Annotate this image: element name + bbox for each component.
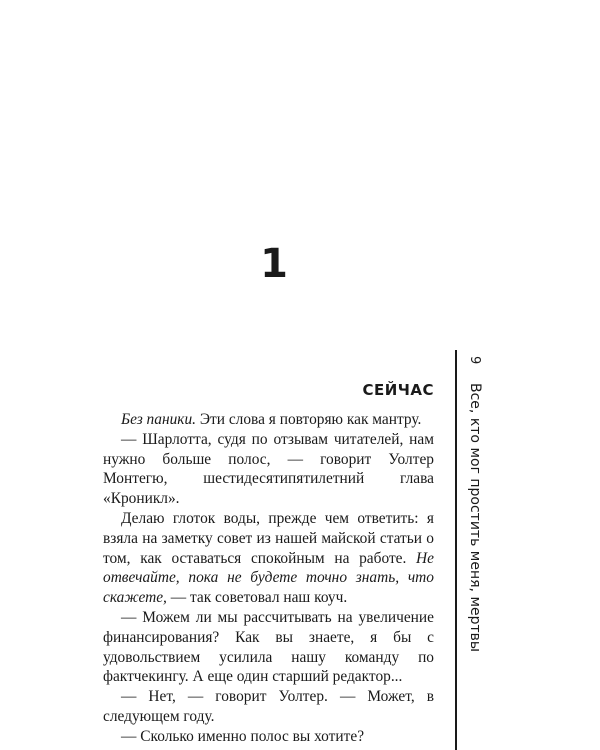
margin-rule xyxy=(455,350,457,750)
body-text xyxy=(103,410,434,747)
chapter-number: 1 xyxy=(260,241,288,287)
section-heading: СЕЙЧАС xyxy=(362,381,434,399)
paragraph-text: — так советовал наш коуч. xyxy=(166,589,348,607)
paragraph: — Можем ли мы рассчитывать на увеличение финансирования? Как вы знаете, я бы с удовольствием усилила нашу команду по фактчекингу. А еще один старший редактор... xyxy=(103,608,434,686)
page-number: 9 xyxy=(467,356,482,365)
paragraph xyxy=(103,410,434,430)
running-title: Все, кто мог простить меня, мертвы xyxy=(467,383,483,652)
paragraph-text: Делаю глоток воды, прежде чем ответить: я взяла на заметку совет из нашей майской статьи о том, как оставаться спокойным на работе. xyxy=(103,509,434,567)
paragraph: — Нет, — говорит Уолтер. — Может, в следующем году. xyxy=(103,688,434,725)
italic-phrase: Не отвечайте, пока не будете точно знать, что скажете, xyxy=(103,549,434,607)
paragraph xyxy=(103,509,434,608)
paragraph: — Сколько именно полос вы хотите? xyxy=(121,727,365,745)
paragraph-text: Эти слова я повторяю как мантру. xyxy=(196,411,422,428)
paragraph: — Шарлотта, судя по отзывам читателей, нам нужно больше полос, — говорит Уолтер Монтегю, шестидесятипятилетний глава «Кроникл». xyxy=(103,430,434,508)
italic-phrase: Без паники. xyxy=(121,411,197,428)
